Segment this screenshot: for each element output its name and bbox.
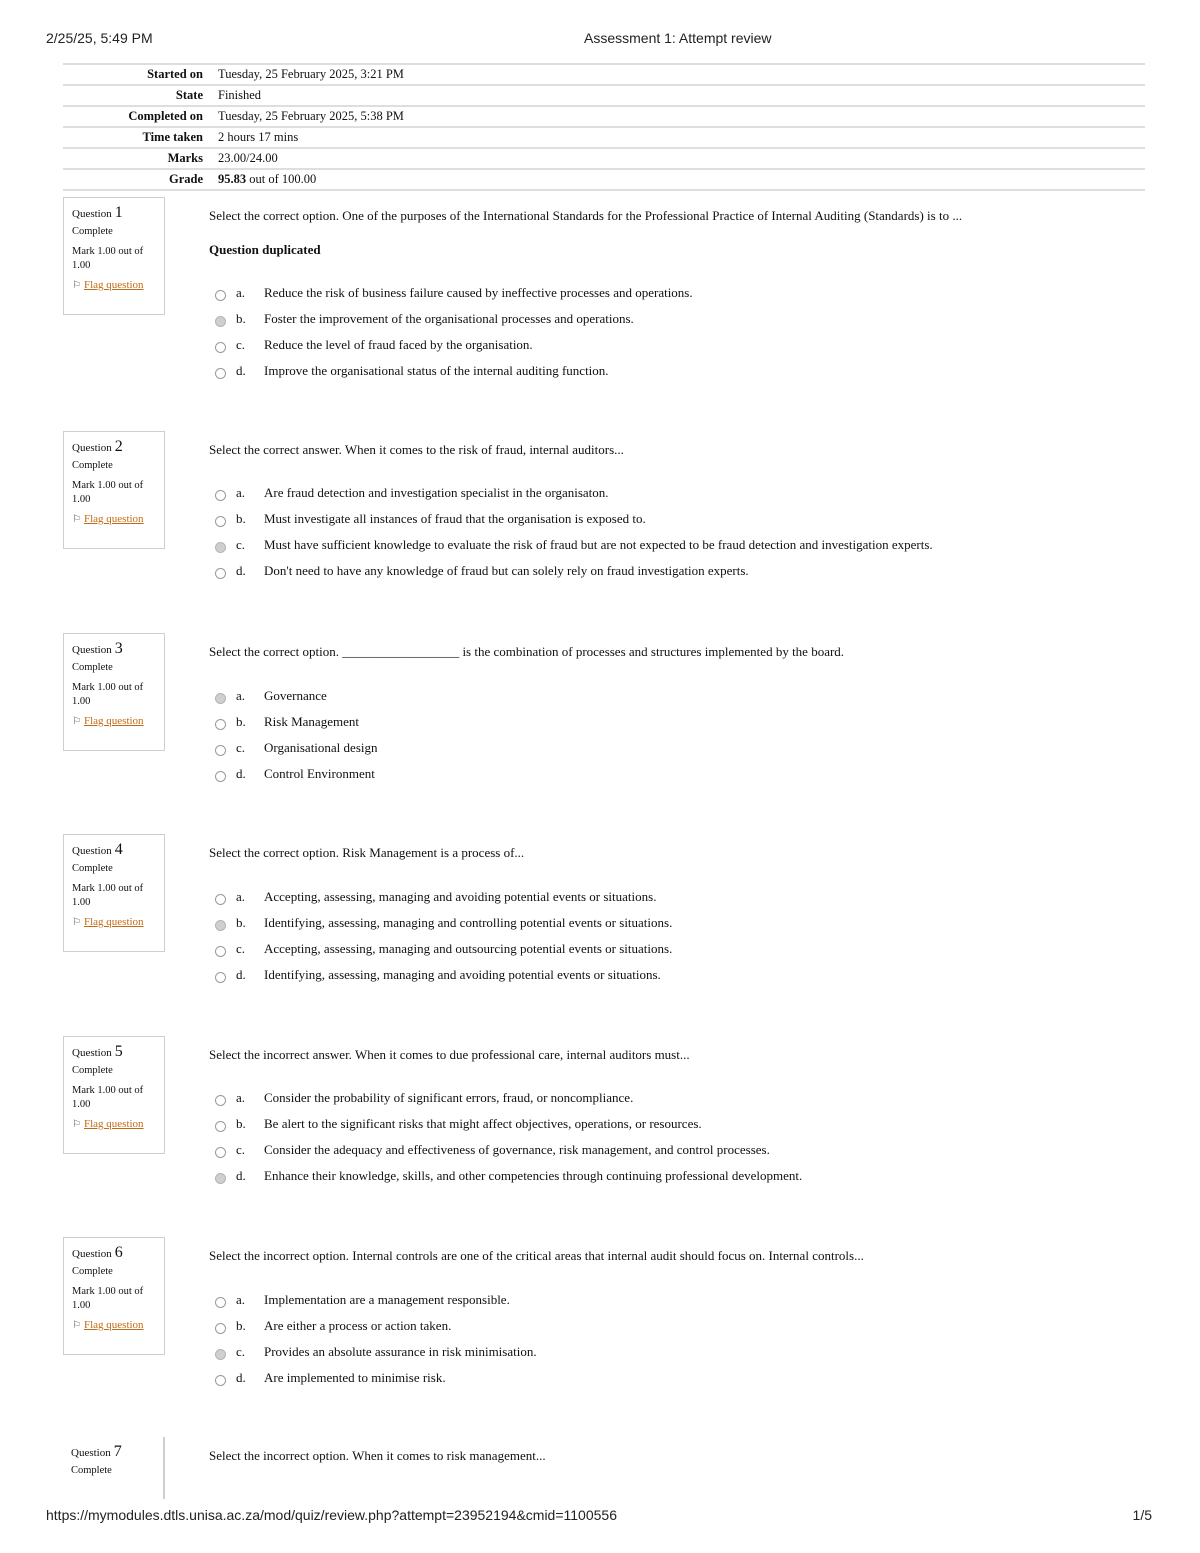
answer-text: Identifying, assessing, managing and controlling potential events or situations.	[264, 915, 673, 930]
flag-icon: ⚐	[72, 280, 81, 291]
question-info	[63, 834, 165, 952]
answer-letter: d.	[236, 1168, 246, 1183]
question-number	[72, 1043, 164, 1063]
question-number-value: 1	[114, 204, 123, 221]
question-number	[72, 841, 164, 861]
answer-letter: b.	[236, 915, 246, 930]
answer-letter: c.	[236, 941, 246, 956]
answer-text: Are implemented to minimise risk.	[264, 1370, 446, 1385]
answer-text: Are fraud detection and investigation specialist in the organisaton.	[264, 485, 609, 500]
summary-label: Completed on	[128, 109, 203, 123]
answer-letter: a.	[236, 889, 246, 904]
summary-value: Tuesday, 25 February 2025, 3:21 PM	[218, 67, 404, 81]
summary-row-started	[63, 64, 1145, 85]
summary-value: Tuesday, 25 February 2025, 5:38 PM	[218, 109, 404, 123]
question-grade: Mark 1.00 out of 1.00	[72, 480, 144, 505]
flag-question-button[interactable]	[72, 916, 164, 928]
question-text: Select the incorrect answer. When it comes to due professional care, internal auditors must...	[209, 1047, 690, 1062]
summary-row-grade	[63, 169, 1145, 190]
question-info	[63, 633, 165, 751]
question-number-value: 5	[114, 1043, 123, 1060]
question-info	[63, 1036, 165, 1154]
answer-letter: a.	[236, 285, 246, 300]
question-prefix: Question	[72, 1248, 112, 1260]
question-grade: Mark 1.00 out of 1.00	[72, 883, 144, 908]
answer-letter: c.	[236, 1142, 246, 1157]
answer-letter: d.	[236, 563, 246, 578]
summary-row-completed	[63, 106, 1145, 127]
answer-letter: b.	[236, 1318, 246, 1333]
question-number	[72, 204, 164, 224]
flag-icon: ⚐	[72, 1320, 81, 1331]
answer-text: Don't need to have any knowledge of fraud but can solely rely on fraud investigation experts.	[264, 563, 749, 578]
radio-button-selected[interactable]	[215, 316, 226, 327]
page-number: 1/5	[1132, 1507, 1152, 1523]
page-url: https://mymodules.dtls.unisa.ac.za/mod/quiz/review.php?attempt=23952194&cmid=1100556	[46, 1507, 617, 1523]
answer-letter: d.	[236, 967, 246, 982]
answer-letter: d.	[236, 363, 246, 378]
radio-button[interactable]	[215, 1323, 226, 1334]
radio-button-selected[interactable]	[215, 542, 226, 553]
question-grade: Mark 1.00 out of 1.00	[72, 246, 144, 271]
print-header	[46, 30, 1152, 50]
radio-button[interactable]	[215, 568, 226, 579]
answer-text: Accepting, assessing, managing and outsourcing potential events or situations.	[264, 941, 673, 956]
question-text: Select the correct option. Risk Management is a process of...	[209, 845, 525, 860]
radio-button[interactable]	[215, 1375, 226, 1386]
question-grade: Mark 1.00 out of 1.00	[72, 682, 144, 707]
question-grade: Mark 1.00 out of 1.00	[72, 1085, 144, 1110]
question-info	[63, 431, 165, 549]
answer-letter: b.	[236, 714, 246, 729]
flag-icon: ⚐	[72, 1119, 81, 1130]
answer-text: Risk Management	[264, 714, 359, 729]
answer-letter: b.	[236, 1116, 246, 1131]
summary-row-time-taken	[63, 127, 1145, 148]
flag-question-link[interactable]: Flag question	[83, 715, 144, 727]
answer-letter: a.	[236, 688, 246, 703]
summary-value: 23.00/24.00	[218, 151, 278, 165]
radio-button[interactable]	[215, 516, 226, 527]
question-prefix: Question	[72, 644, 112, 656]
radio-button-selected[interactable]	[215, 920, 226, 931]
question-prefix: Question	[72, 442, 112, 454]
flag-question-button[interactable]	[72, 715, 164, 727]
question-number-value: 7	[113, 1443, 122, 1460]
question-state: Complete	[71, 1465, 112, 1476]
question-info	[63, 1237, 165, 1355]
answer-text: Accepting, assessing, managing and avoiding potential events or situations.	[264, 889, 657, 904]
radio-button[interactable]	[215, 1147, 226, 1158]
radio-button[interactable]	[215, 745, 226, 756]
answer-text: Control Environment	[264, 766, 375, 781]
question-text: Select the incorrect option. When it comes to risk management...	[209, 1448, 546, 1463]
attempt-summary-table	[63, 63, 1145, 191]
flag-icon: ⚐	[72, 917, 81, 928]
question-state: Complete	[72, 226, 113, 237]
flag-question-link[interactable]: Flag question	[83, 513, 144, 525]
answer-text: Foster the improvement of the organisational processes and operations.	[264, 311, 634, 326]
radio-button[interactable]	[215, 290, 226, 301]
answer-text: Consider the adequacy and effectiveness of governance, risk management, and control processes.	[264, 1142, 770, 1157]
question-number	[72, 438, 164, 458]
summary-row-state	[63, 85, 1145, 106]
print-footer	[46, 1507, 1152, 1527]
summary-value	[215, 169, 1145, 190]
answer-letter: b.	[236, 311, 246, 326]
answer-letter: c.	[236, 337, 246, 352]
question-number	[72, 1244, 164, 1264]
answer-letter: a.	[236, 1292, 246, 1307]
question-number-value: 6	[114, 1244, 123, 1261]
answer-letter: d.	[236, 766, 246, 781]
radio-button[interactable]	[215, 719, 226, 730]
question-state: Complete	[72, 863, 113, 874]
radio-button[interactable]	[215, 368, 226, 379]
grade-value: 95.83	[218, 172, 247, 186]
summary-label: Marks	[167, 151, 203, 165]
answer-text: Reduce the risk of business failure caused by ineffective processes and operations.	[264, 285, 693, 300]
summary-label: Time taken	[142, 130, 203, 144]
question-text: Select the correct answer. When it comes to the risk of fraud, internal auditors...	[209, 442, 624, 457]
question-info	[63, 1437, 165, 1499]
radio-button[interactable]	[215, 490, 226, 501]
answer-text: Enhance their knowledge, skills, and other competencies through continuing professional development.	[264, 1168, 803, 1183]
print-datetime: 2/25/25, 5:49 PM	[46, 30, 153, 46]
question-note: Question duplicated	[209, 242, 321, 257]
answer-text: Governance	[264, 688, 327, 703]
answer-text: Provides an absolute assurance in risk minimisation.	[264, 1344, 537, 1359]
flag-question-button[interactable]	[72, 513, 164, 525]
question-prefix: Question	[72, 845, 112, 857]
answer-letter: d.	[236, 1370, 246, 1385]
radio-button[interactable]	[215, 771, 226, 782]
summary-label: Started on	[147, 67, 203, 81]
question-prefix: Question	[71, 1447, 111, 1459]
question-state: Complete	[72, 1266, 113, 1277]
radio-button[interactable]	[215, 1121, 226, 1132]
answer-letter: a.	[236, 485, 246, 500]
flag-question-button[interactable]	[72, 1319, 164, 1331]
answer-letter: c.	[236, 740, 246, 755]
question-grade: Mark 1.00 out of 1.00	[72, 1286, 144, 1311]
answer-letter: b.	[236, 511, 246, 526]
answer-text: Must investigate all instances of fraud that the organisation is exposed to.	[264, 511, 646, 526]
summary-value: 2 hours 17 mins	[218, 130, 299, 144]
answer-text: Improve the organisational status of the internal auditing function.	[264, 363, 609, 378]
answer-text: Be alert to the significant risks that might affect objectives, operations, or resources.	[264, 1116, 702, 1131]
answer-text: Organisational design	[264, 740, 378, 755]
radio-button[interactable]	[215, 894, 226, 905]
question-number	[71, 1443, 163, 1463]
radio-button[interactable]	[215, 342, 226, 353]
question-state: Complete	[72, 460, 113, 471]
radio-button[interactable]	[215, 1297, 226, 1308]
radio-button-selected[interactable]	[215, 1349, 226, 1360]
radio-button[interactable]	[215, 972, 226, 983]
answer-text: Must have sufficient knowledge to evaluate the risk of fraud but are not expected to be fraud detection and investigation experts.	[264, 537, 933, 552]
question-prefix: Question	[72, 208, 112, 220]
summary-value: Finished	[218, 88, 262, 102]
question-prefix: Question	[72, 1047, 112, 1059]
question-info	[63, 197, 165, 315]
radio-button[interactable]	[215, 946, 226, 957]
radio-button-selected[interactable]	[215, 693, 226, 704]
flag-question-link[interactable]: Flag question	[83, 279, 144, 291]
radio-button[interactable]	[215, 1095, 226, 1106]
grade-out-of: out of 100.00	[246, 172, 317, 186]
question-number	[72, 640, 164, 660]
answer-letter: a.	[236, 1090, 246, 1105]
question-number-value: 4	[114, 841, 123, 858]
summary-label: Grade	[168, 172, 203, 186]
question-state: Complete	[72, 1065, 113, 1076]
question-number-value: 3	[114, 640, 123, 657]
question-text: Select the correct option. One of the purposes of the International Standards for the Professional Practice of Internal Auditing (Standards) is to ...	[209, 208, 963, 223]
radio-button-selected[interactable]	[215, 1173, 226, 1184]
flag-question-button[interactable]	[72, 279, 164, 291]
flag-question-link[interactable]: Flag question	[83, 1118, 144, 1130]
question-text: Select the correct option. __________________ is the combination of processes and structures implemented by the board.	[209, 644, 845, 659]
answer-text: Reduce the level of fraud faced by the organisation.	[264, 337, 533, 352]
answer-text: Identifying, assessing, managing and avoiding potential events or situations.	[264, 967, 661, 982]
flag-icon: ⚐	[72, 716, 81, 727]
answer-letter: c.	[236, 1344, 246, 1359]
answer-text: Are either a process or action taken.	[264, 1318, 452, 1333]
question-state: Complete	[72, 662, 113, 673]
page-title: Assessment 1: Attempt review	[584, 30, 772, 46]
flag-question-link[interactable]: Flag question	[83, 1319, 144, 1331]
answer-text: Implementation are a management responsible.	[264, 1292, 510, 1307]
answer-text: Consider the probability of significant errors, fraud, or noncompliance.	[264, 1090, 634, 1105]
answer-letter: c.	[236, 537, 246, 552]
question-number-value: 2	[114, 438, 123, 455]
flag-question-link[interactable]: Flag question	[83, 916, 144, 928]
flag-question-button[interactable]	[72, 1118, 164, 1130]
flag-icon: ⚐	[72, 514, 81, 525]
question-text: Select the incorrect option. Internal controls are one of the critical areas that internal audit should focus on. Internal controls...	[209, 1248, 864, 1263]
summary-label: State	[175, 88, 203, 102]
summary-row-marks	[63, 148, 1145, 169]
